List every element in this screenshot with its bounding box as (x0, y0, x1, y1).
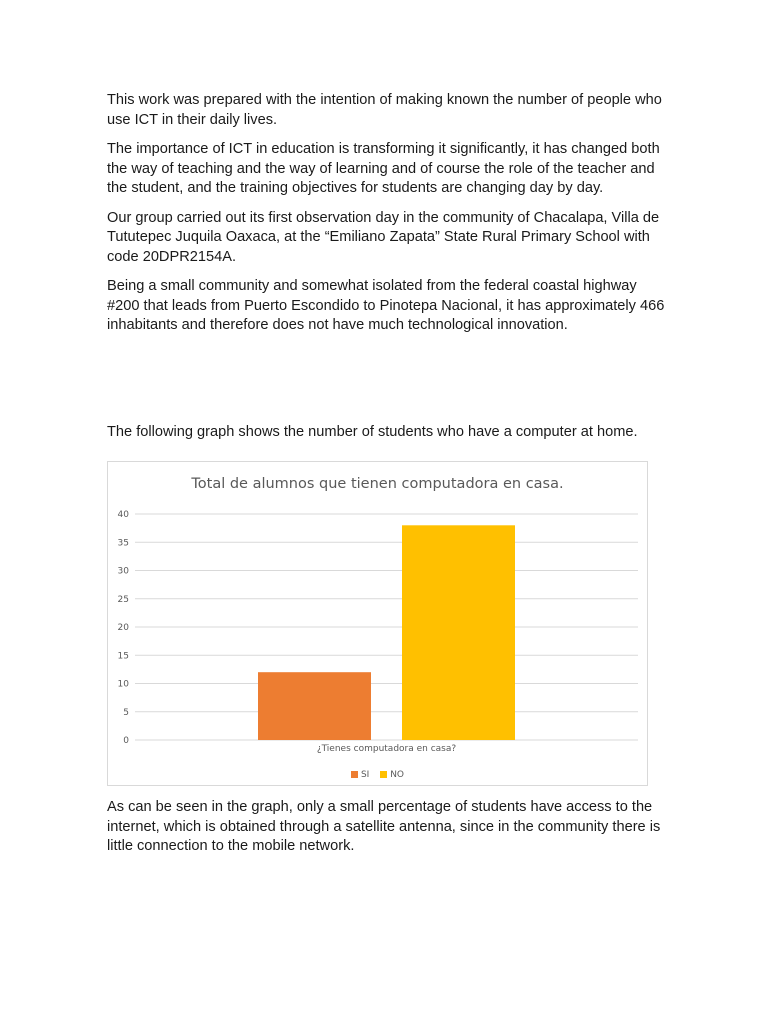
y-tick-label: 20 (117, 623, 129, 633)
chart-caption: The following graph shows the number of students who have a computer at home. (107, 424, 638, 440)
legend-swatch-no (380, 771, 387, 778)
bar-no (402, 525, 515, 740)
legend-label-si: SI (360, 770, 370, 780)
legend-item-si (351, 770, 369, 780)
y-tick-label: 25 (117, 594, 129, 605)
chart-legend (108, 770, 647, 780)
paragraph-intro: This work was prepared with the intention of making known the number of people who use ICT in their daily lives. (107, 92, 662, 128)
paragraph-observation-day: Our group carried out its first observation day in the community of Chacalapa, Villa de Tututepec Juquila Oaxaca, at the “Emiliano Zapata” State Rural Primary School with code 20DPR2154A. (107, 209, 660, 265)
x-category-label: ¿Tienes computadora en casa? (316, 744, 457, 754)
paragraph-ict-importance: The importance of ICT in education is transforming it significantly, it has changed both the way of teaching and the way of learning and of course the role of the teacher and the student, and the training objectives for students are changing day by day. (107, 141, 660, 196)
chart-container (107, 461, 648, 786)
bar-si (258, 672, 371, 740)
document-body (107, 91, 667, 336)
legend-swatch-si (351, 771, 358, 778)
y-tick-label: 15 (117, 651, 129, 662)
y-tick-label: 10 (117, 679, 129, 690)
bar-chart (108, 462, 649, 787)
paragraph-community: Being a small community and somewhat isolated from the federal coastal highway #200 that leads from Puerto Escondido to Pinotepa Nacional, it has approximately 466 inhabitants and therefore does not have much technological innovation. (107, 278, 665, 333)
y-tick-label: 40 (117, 510, 129, 520)
legend-item-no (380, 770, 404, 780)
paragraph-closing: As can be seen in the graph, only a small percentage of students have access to the internet, which is obtained through a satellite antenna, since in the community there is little connection to the mobile network. (107, 799, 661, 854)
legend-label-no: NO (390, 770, 405, 780)
y-tick-label: 35 (117, 538, 129, 549)
y-tick-label: 30 (117, 566, 129, 577)
y-tick-label: 0 (123, 736, 129, 746)
y-tick-label: 5 (123, 707, 129, 718)
chart-title: Total de alumnos que tienen computadora en casa. (191, 476, 564, 492)
